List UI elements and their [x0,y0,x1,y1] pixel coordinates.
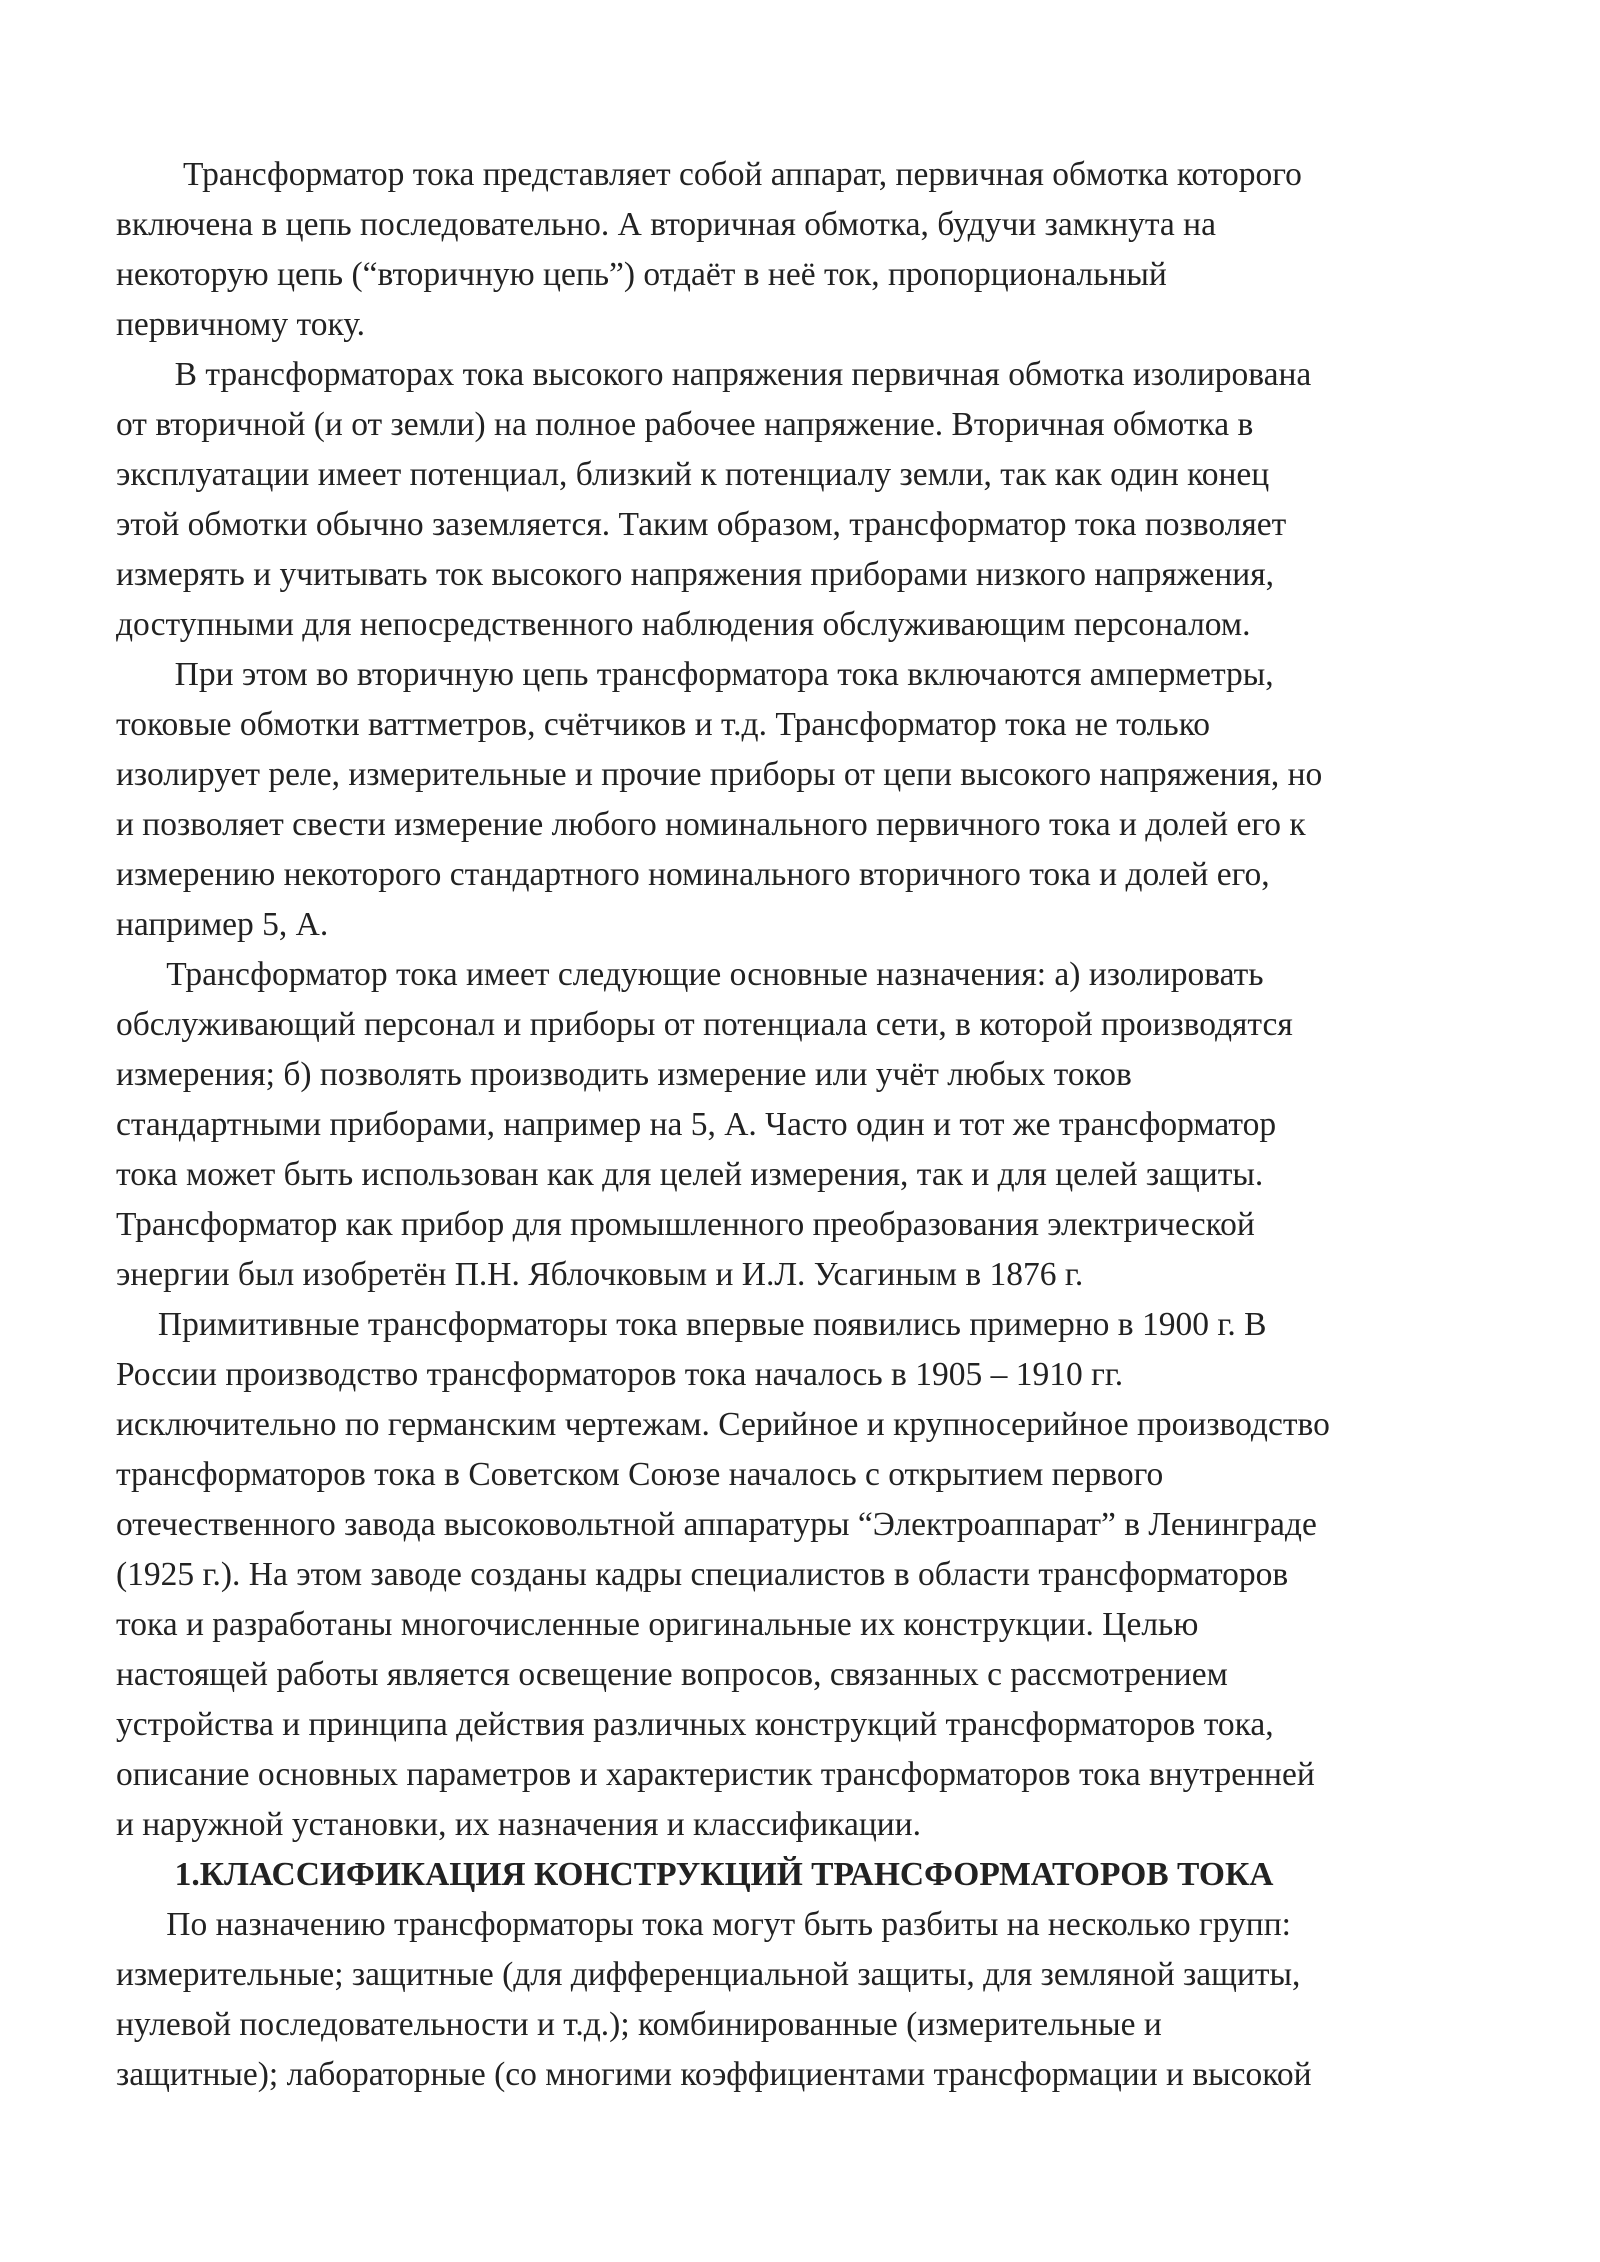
text-line: измерения; б) позволять производить измерение или учёт любых токов [116,1056,1132,1093]
text-line: измерению некоторого стандартного номинального вторичного тока и долей его, [116,856,1270,893]
text-line: стандартными приборами, например на 5, А. Часто один и тот же трансформатор [116,1106,1277,1143]
text-line: По назначению трансформаторы тока могут быть разбиты на несколько групп: [116,1906,1291,1943]
text-line: и наружной установки, их назначения и классификации. [116,1806,921,1843]
text-line: измерительные; защитные (для дифференциальной защиты, для земляной защиты, [116,1956,1301,1993]
text-line: настоящей работы является освещение вопросов, связанных с рассмотрением [116,1656,1228,1693]
text-line: защитные); лабораторные (со многими коэффициентами трансформации и высокой [116,2056,1312,2093]
text-line: При этом во вторичную цепь трансформатора тока включаются амперметры, [116,656,1274,693]
text-line: исключительно по германским чертежам. Серийное и крупносерийное производство [116,1406,1330,1443]
text-line: Трансформатор тока имеет следующие основные назначения: а) изолировать [116,956,1264,993]
text-line: России производство трансформаторов тока началось в 1905 – 1910 гг. [116,1356,1124,1393]
text-line: обслуживающий персонал и приборы от потенциала сети, в которой производятся [116,1006,1293,1043]
text-line: устройства и принципа действия различных конструкций трансформаторов тока, [116,1706,1274,1743]
text-line: тока и разработаны многочисленные оригинальные их конструкции. Целью [116,1606,1199,1643]
text-line: включена в цепь последовательно. А вторичная обмотка, будучи замкнута на [116,206,1216,243]
text-line: от вторичной (и от земли) на полное рабочее напряжение. Вторичная обмотка в [116,406,1254,443]
text-line: доступными для непосредственного наблюдения обслуживающим персоналом. [116,606,1251,643]
text-line: (1925 г.). На этом заводе созданы кадры специалистов в области трансформаторов [116,1556,1289,1593]
text-line: некоторую цепь (“вторичную цепь”) отдаёт в неё ток, пропорциональный [116,256,1167,293]
text-line: Трансформатор как прибор для промышленного преобразования электрической [116,1206,1255,1243]
text-line: Трансформатор тока представляет собой аппарат, первичная обмотка которого [116,156,1302,193]
text-line: этой обмотки обычно заземляется. Таким образом, трансформатор тока позволяет [116,506,1287,543]
text-line: трансформаторов тока в Советском Союзе началось с открытием первого [116,1456,1164,1493]
text-line: и позволяет свести измерение любого номинального первичного тока и долей его к [116,806,1306,843]
text-line: измерять и учитывать ток высокого напряжения приборами низкого напряжения, [116,556,1275,593]
text-line: первичному току. [116,306,366,343]
text-line: эксплуатации имеет потенциал, близкий к потенциалу земли, так как один конец [116,456,1270,493]
text-line: энергии был изобретён П.Н. Яблочковым и И.Л. Усагиным в 1876 г. [116,1256,1084,1293]
text-line: В трансформаторах тока высокого напряжения первичная обмотка изолирована [116,356,1312,393]
text-line: например 5, А. [116,906,329,943]
text-line: тока может быть использован как для целей измерения, так и для целей защиты. [116,1156,1264,1193]
text-line: изолирует реле, измерительные и прочие приборы от цепи высокого напряжения, но [116,756,1323,793]
text-line: описание основных параметров и характеристик трансформаторов тока внутренней [116,1756,1315,1793]
section-heading: 1.КЛАССИФИКАЦИЯ КОНСТРУКЦИЙ ТРАНСФОРМАТОРОВ ТОКА [116,1856,1274,1893]
text-line: Примитивные трансформаторы тока впервые появились примерно в 1900 г. В [116,1306,1267,1343]
text-line: нулевой последовательности и т.д.); комбинированные (измерительные и [116,2006,1162,2043]
text-line: отечественного завода высоковольтной аппаратуры “Электроаппарат” в Ленинграде [116,1506,1317,1543]
document-body [116,150,1496,2100]
text-line: токовые обмотки ваттметров, счётчиков и т.д. Трансформатор тока не только [116,706,1211,743]
